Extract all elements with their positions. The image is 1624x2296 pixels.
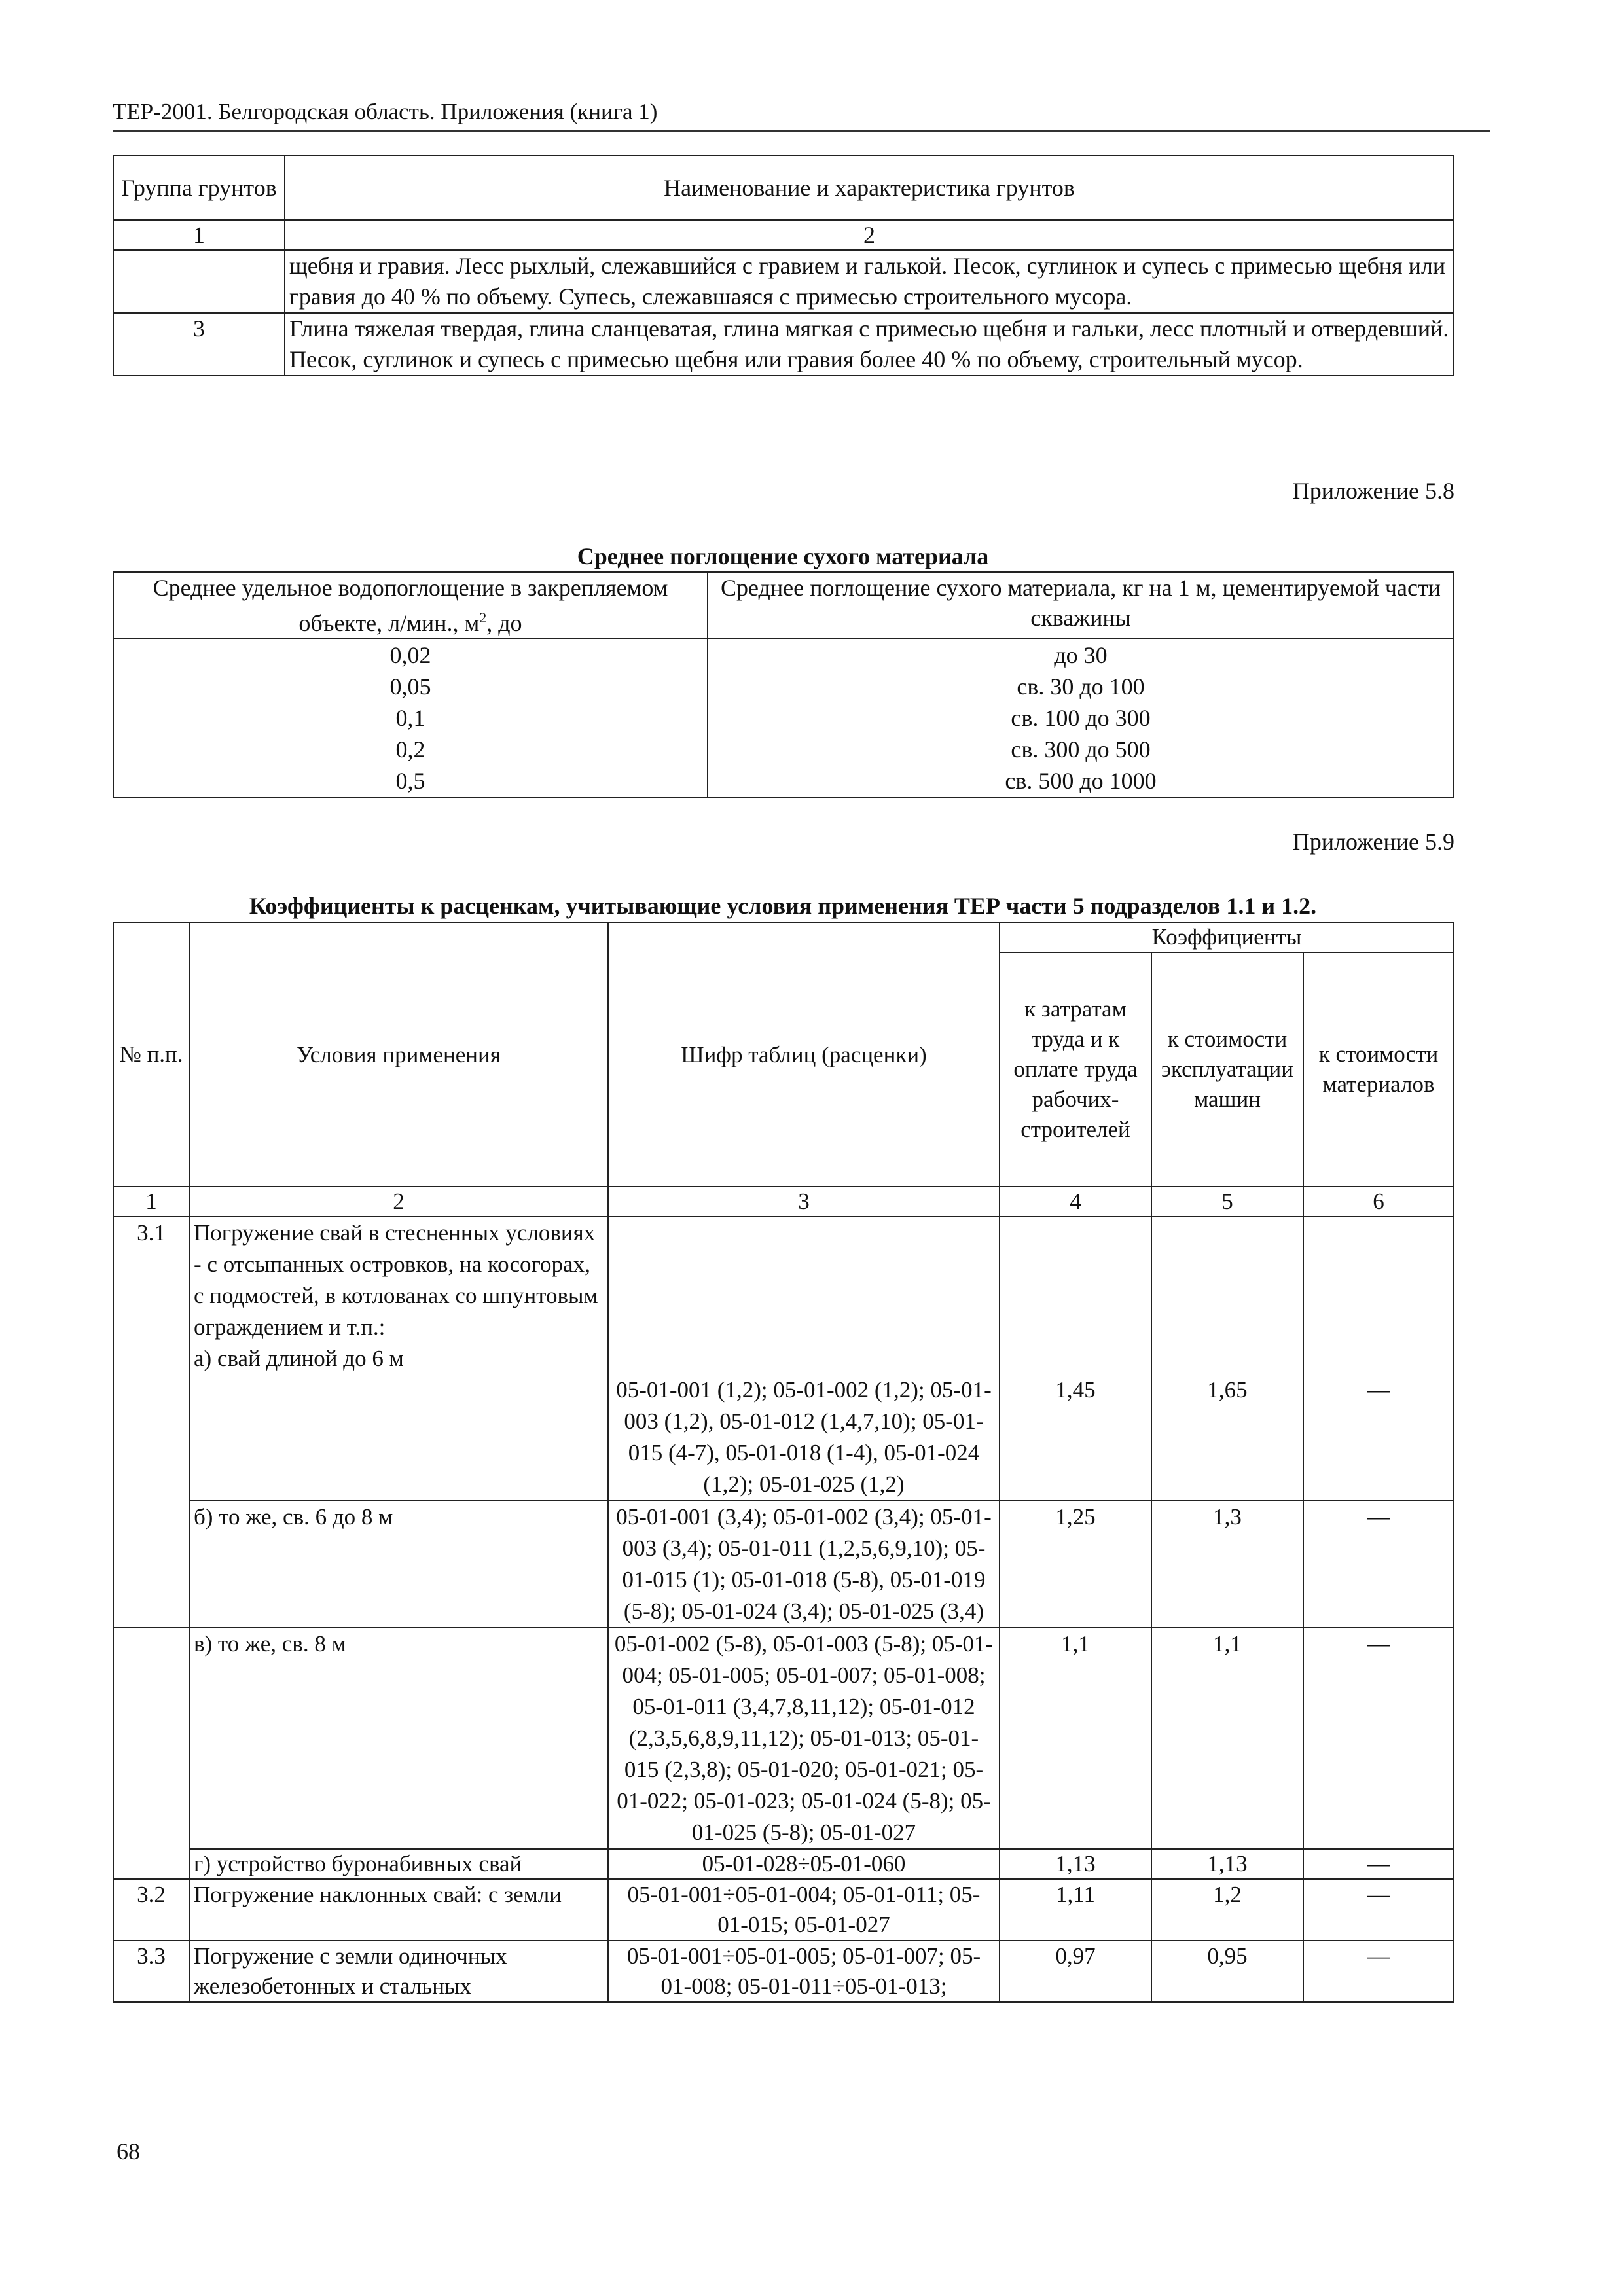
dry-material-value: св. 30 до 100 bbox=[1017, 673, 1145, 700]
condition-text: б) то же, св. 6 до 8 м bbox=[189, 1501, 608, 1628]
dry-material-table bbox=[113, 571, 1454, 798]
codes-header: Шифр таблиц (расценки) bbox=[608, 922, 1000, 1187]
header-rule bbox=[113, 130, 1490, 132]
colnum: 4 bbox=[1000, 1187, 1151, 1217]
machine-coef-cell: 1,65 bbox=[1151, 1217, 1303, 1501]
material-coef-cell: — bbox=[1303, 1217, 1454, 1501]
soil-group-cell: 3 bbox=[113, 313, 285, 376]
row-number bbox=[113, 1628, 189, 1849]
conditions-header: Условия применения bbox=[189, 922, 608, 1187]
codes-cell: 05-01-001 (3,4); 05-01-002 (3,4); 05-01-003 (3,4); 05-01-011 (1,2,5,6,9,10); 05-01-015 (1); 05-01-018 (5-8), 05-01-019 (5-8); 05-01-024 (3,4); 05-01-025 (3,4) bbox=[608, 1501, 1000, 1628]
machine-coef-header: к стоимости эксплуатации машин bbox=[1151, 952, 1303, 1187]
table-header-row bbox=[113, 922, 1454, 952]
coefficients-header: Коэффициенты bbox=[1000, 922, 1454, 952]
machine-coef-cell: 1,13 bbox=[1151, 1849, 1303, 1879]
labor-coef-cell: 1,13 bbox=[1000, 1849, 1151, 1879]
condition-text: Погружение наклонных свай: с земли bbox=[189, 1879, 608, 1941]
labor-coef-cell: 1,25 bbox=[1000, 1501, 1151, 1628]
colnum: 5 bbox=[1151, 1187, 1303, 1217]
colnum: 6 bbox=[1303, 1187, 1454, 1217]
water-value: 0,1 bbox=[395, 705, 425, 731]
condition-text: а) свай длиной до 6 м bbox=[194, 1346, 404, 1371]
water-value: 0,02 bbox=[389, 642, 431, 668]
running-header: ТЕР-2001. Белгородская область. Приложения (книга 1) bbox=[113, 99, 658, 124]
row-number: 3.1 bbox=[113, 1217, 189, 1501]
condition-text: в) то же, св. 8 м bbox=[189, 1628, 608, 1849]
table-row bbox=[113, 1217, 1454, 1501]
condition-text: Погружение с земли одиночных железобетонных и стальных bbox=[189, 1941, 608, 2002]
labor-coef-header: к затратам труда и к оплате труда рабочих-строителей bbox=[1000, 952, 1151, 1187]
codes-cell: 05-01-001÷05-01-005; 05-01-007; 05-01-008; 05-01-011÷05-01-013; bbox=[608, 1941, 1000, 2002]
dry-material-value: св. 100 до 300 bbox=[1011, 705, 1151, 731]
condition-text: г) устройство буронабивных свай bbox=[189, 1849, 608, 1879]
water-value: 0,05 bbox=[389, 673, 431, 700]
appendix-label: Приложение 5.9 bbox=[1292, 829, 1454, 855]
table-row bbox=[113, 1501, 1454, 1628]
labor-coef-cell: 1,1 bbox=[1000, 1628, 1151, 1849]
row-number bbox=[113, 1501, 189, 1628]
table-row bbox=[113, 1879, 1454, 1941]
water-value: 0,2 bbox=[395, 736, 425, 762]
material-coef-cell: — bbox=[1303, 1501, 1454, 1628]
page-number: 68 bbox=[117, 2138, 140, 2164]
table-row bbox=[113, 1628, 1454, 1849]
soil-groups-table bbox=[113, 155, 1454, 376]
codes-cell: 05-01-001 (1,2); 05-01-002 (1,2); 05-01-003 (1,2), 05-01-012 (1,4,7,10); 05-01-015 (4-7), 05-01-018 (1-4), 05-01-024 (1,2); 05-01-025 (1,2) bbox=[608, 1217, 1000, 1501]
codes-cell: 05-01-001÷05-01-004; 05-01-011; 05-01-015; 05-01-027 bbox=[608, 1879, 1000, 1941]
colnum: 2 bbox=[285, 220, 1454, 250]
table-row bbox=[113, 250, 1454, 313]
water-absorption-header: Среднее удельное водопоглощение в закрепляемом объекте, л/мин., $м^2$, до bbox=[113, 572, 708, 639]
soil-group-cell bbox=[113, 250, 285, 313]
machine-coef-cell: 1,1 bbox=[1151, 1628, 1303, 1849]
dry-material-value: до 30 bbox=[1054, 642, 1108, 668]
section-title: Среднее поглощение сухого материала bbox=[577, 543, 989, 569]
machine-coef-cell: 1,3 bbox=[1151, 1501, 1303, 1628]
codes-cell: 05-01-028÷05-01-060 bbox=[608, 1849, 1000, 1879]
row-number: 3.2 bbox=[113, 1879, 189, 1941]
soil-group-header: Группа грунтов bbox=[113, 156, 285, 220]
soil-name-header: Наименование и характеристика грунтов bbox=[285, 156, 1454, 220]
dry-material-header: Среднее поглощение сухого материала, кг на 1 м, цементируемой части скважины bbox=[708, 572, 1454, 639]
soil-description-cell: Глина тяжелая твердая, глина сланцеватая, глина мягкая с примесью щебня и гальки, лесс плотный и отвердевший. Песок, суглинок и супесь с примесью щебня или гравия более 40 % по объему, строительный мусор. bbox=[285, 313, 1454, 376]
labor-coef-cell: 1,11 bbox=[1000, 1879, 1151, 1941]
table-row bbox=[113, 1941, 1454, 2002]
table-row bbox=[113, 639, 1454, 797]
colnum: 3 bbox=[608, 1187, 1000, 1217]
table-header-row bbox=[113, 156, 1454, 220]
section-title: Коэффициенты к расценкам, учитывающие условия применения ТЕР части 5 подразделов 1.1 и 1.2. bbox=[249, 893, 1317, 919]
soil-description-cell: щебня и гравия. Лесс рыхлый, слежавшийся с гравием и галькой. Песок, суглинок и супесь с примесью щебня или гравия до 40 % по объему. Супесь, слежавшаяся с примесью строительного мусора. bbox=[285, 250, 1454, 313]
material-coef-header: к стоимости материалов bbox=[1303, 952, 1454, 1187]
material-coef-cell: — bbox=[1303, 1941, 1454, 2002]
column-number-row bbox=[113, 1187, 1454, 1217]
dry-material-value: св. 500 до 1000 bbox=[1005, 768, 1157, 794]
colnum: 1 bbox=[113, 220, 285, 250]
material-coef-cell: — bbox=[1303, 1879, 1454, 1941]
machine-coef-cell: 0,95 bbox=[1151, 1941, 1303, 2002]
table-header-row bbox=[113, 572, 1454, 639]
table-row bbox=[113, 1849, 1454, 1879]
material-coef-cell: — bbox=[1303, 1628, 1454, 1849]
table-row bbox=[113, 313, 1454, 376]
codes-cell: 05-01-002 (5-8), 05-01-003 (5-8); 05-01-004; 05-01-005; 05-01-007; 05-01-008; 05-01-011 (3,4,7,8,11,12); 05-01-012 (2,3,5,6,8,9,11,12); 05-01-013; 05-01-015 (2,3,8); 05-01-020; 05-01-021; 05-01-022; 05-01-023; 05-01-024 (5-8); 05-01-025 (5-8); 05-01-027 bbox=[608, 1628, 1000, 1849]
colnum: 2 bbox=[189, 1187, 608, 1217]
material-coef-cell: — bbox=[1303, 1849, 1454, 1879]
row-number: 3.3 bbox=[113, 1941, 189, 2002]
water-value: 0,5 bbox=[395, 768, 425, 794]
condition-cell bbox=[189, 1217, 608, 1501]
appendix-label: Приложение 5.8 bbox=[1292, 478, 1454, 504]
condition-intro: Погружение свай в стесненных условиях - с отсыпанных островков, на косогорах, с подмостей, в котлованах со шпунтовым ограждением и т.п.: bbox=[194, 1220, 598, 1340]
column-number-row bbox=[113, 220, 1454, 250]
coefficients-table bbox=[113, 922, 1454, 2003]
num-header: № п.п. bbox=[113, 922, 189, 1187]
row-number bbox=[113, 1849, 189, 1879]
colnum: 1 bbox=[113, 1187, 189, 1217]
machine-coef-cell: 1,2 bbox=[1151, 1879, 1303, 1941]
dry-material-value: св. 300 до 500 bbox=[1011, 736, 1151, 762]
labor-coef-cell: 0,97 bbox=[1000, 1941, 1151, 2002]
labor-coef-cell: 1,45 bbox=[1000, 1217, 1151, 1501]
